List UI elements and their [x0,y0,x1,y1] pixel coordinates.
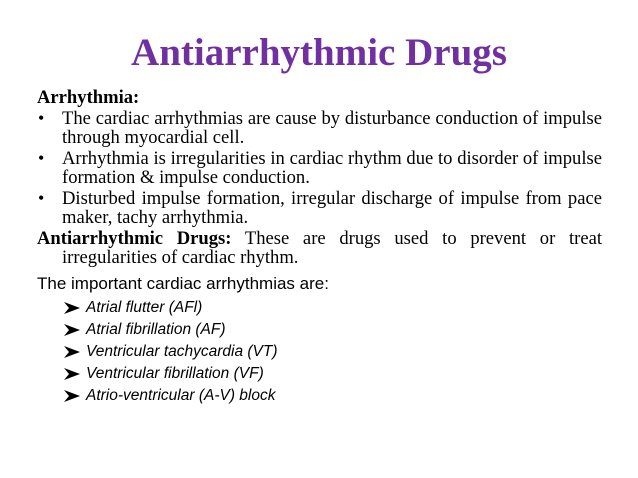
list-item [62,341,602,363]
list-item [62,363,602,385]
bullet-dot-icon: • [38,148,45,168]
arrowhead-bullet-icon [62,345,82,359]
list-item [62,319,602,341]
bullet-dot-icon: • [38,188,45,208]
arrowhead-bullet-icon [62,367,82,381]
bullet-item [37,109,602,147]
bullet-text: Arrhythmia is irregularities in cardiac rhythm due to disorder of impulse formation & impulse conduction. [62,148,602,188]
slide-body [37,88,602,407]
bullet-item [37,149,602,187]
section-heading: Arrhythmia: [37,87,140,108]
bullet-dot-icon: • [38,108,45,128]
list-item-text: Atrial flutter (AFl) [86,299,203,316]
list-item-text: Atrial fibrillation (AF) [86,321,226,338]
bullet-list [37,109,602,227]
list-item-text: Atrio-ventricular (A-V) block [86,387,276,404]
arrowhead-bullet-icon [62,301,82,315]
bullet-text: Disturbed impulse formation, irregular discharge of impulse from pace maker, tachy arrhythmia. [62,188,602,228]
slide-title: Antiarrhythmic Drugs [131,31,507,74]
arrowhead-bullet-icon [62,389,82,403]
list-item-text: Ventricular tachycardia (VT) [86,343,278,360]
bullet-text: The cardiac arrhythmias are cause by disturbance conduction of impulse through myocardial cell. [62,108,602,148]
list-item [62,385,602,407]
list-intro: The important cardiac arrhythmias are: [37,274,329,293]
arrhythmia-list [37,297,602,407]
definition-text: These are drugs used to prevent or treat irregularities of cardiac rhythm. [62,228,602,268]
definition-label: Antiarrhythmic Drugs: [37,228,232,249]
definition-paragraph [37,229,602,267]
arrowhead-bullet-icon [62,323,82,337]
bullet-item [37,189,602,227]
list-item-text: Ventricular fibrillation (VF) [86,365,264,382]
list-item [62,297,602,319]
